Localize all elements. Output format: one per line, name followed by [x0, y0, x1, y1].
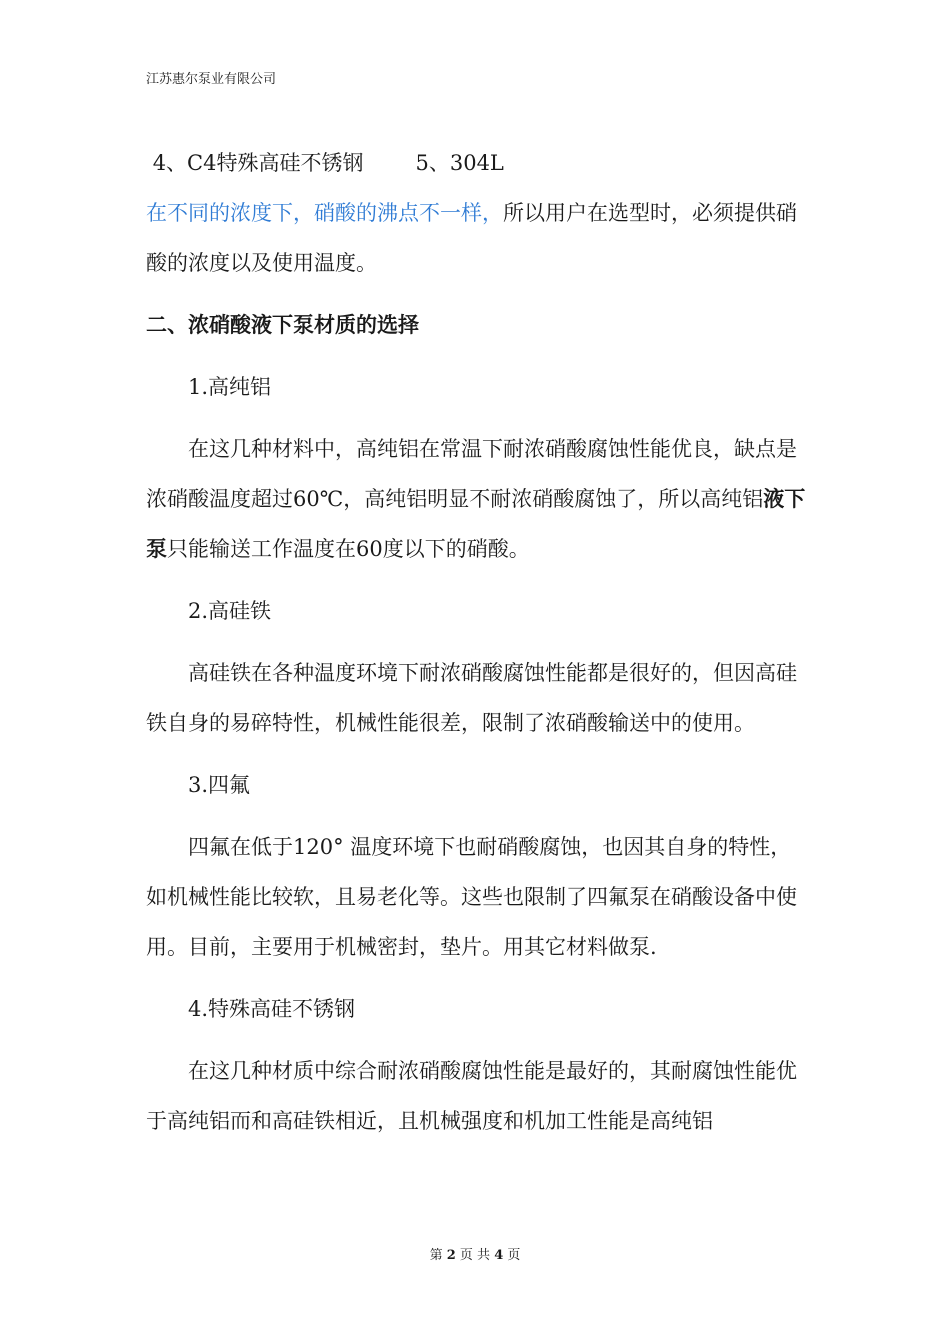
item-3-body: 四氟在低于120° 温度环境下也耐硝酸腐蚀，也因其自身的特性，如机械性能比较软，且易老化等。这些也限制了四氟泵在硝酸设备中使用。目前，主要用于机械密封，垫片。用其它材料做泵. [146, 835, 797, 959]
footer-suffix: 页 [507, 1248, 521, 1263]
company-header: 江苏惠尔泵业有限公司 [146, 72, 277, 87]
item-1-body-bold: 液下泵 [146, 487, 806, 561]
section-title: 二、浓硝酸液下泵材质的选择 [146, 313, 419, 337]
material-item-4: 4、C4特殊高硅不锈钢 [152, 151, 364, 175]
footer-total-pages: 4 [494, 1248, 504, 1263]
item-2-body: 高硅铁在各种温度环境下耐浓硝酸腐蚀性能都是很好的，但因高硅铁自身的易碎特性，机械性能很差，限制了浓硝酸输送中的使用。 [146, 661, 797, 735]
item-2-title: 2.高硅铁 [188, 599, 272, 623]
item-4-title: 4.特殊高硅不锈钢 [188, 997, 356, 1021]
item-1-body [146, 424, 806, 574]
page-footer [0, 1244, 950, 1263]
footer-middle: 页 共 [459, 1248, 491, 1263]
document-body [146, 138, 806, 1146]
footer-current-page: 2 [446, 1248, 456, 1263]
item-4-body: 在这几种材质中综合耐浓硝酸腐蚀性能是最好的，其耐腐蚀性能优于高纯铝而和高硅铁相近，且机械强度和机加工性能是高纯铝 [146, 1059, 797, 1133]
item-1-body-after: 只能输送工作温度在60度以下的硝酸。 [167, 537, 530, 561]
material-list-line [146, 138, 806, 188]
item-3-title: 3.四氟 [188, 773, 251, 797]
footer-prefix: 第 [429, 1248, 443, 1263]
intro-paragraph [146, 188, 806, 288]
item-1-title: 1.高纯铝 [188, 375, 272, 399]
intro-highlight: 在不同的浓度下，硝酸的沸点不一样， [146, 201, 503, 225]
item-1-body-text: 在这几种材料中，高纯铝在常温下耐浓硝酸腐蚀性能优良，缺点是浓硝酸温度超过60℃，高纯铝明显不耐浓硝酸腐蚀了，所以高纯铝 [146, 437, 797, 511]
intro-rest: 所以用户在选型时，必须提供硝酸的浓度以及使用温度。 [146, 201, 797, 275]
material-item-5: 5、304L [415, 151, 504, 175]
